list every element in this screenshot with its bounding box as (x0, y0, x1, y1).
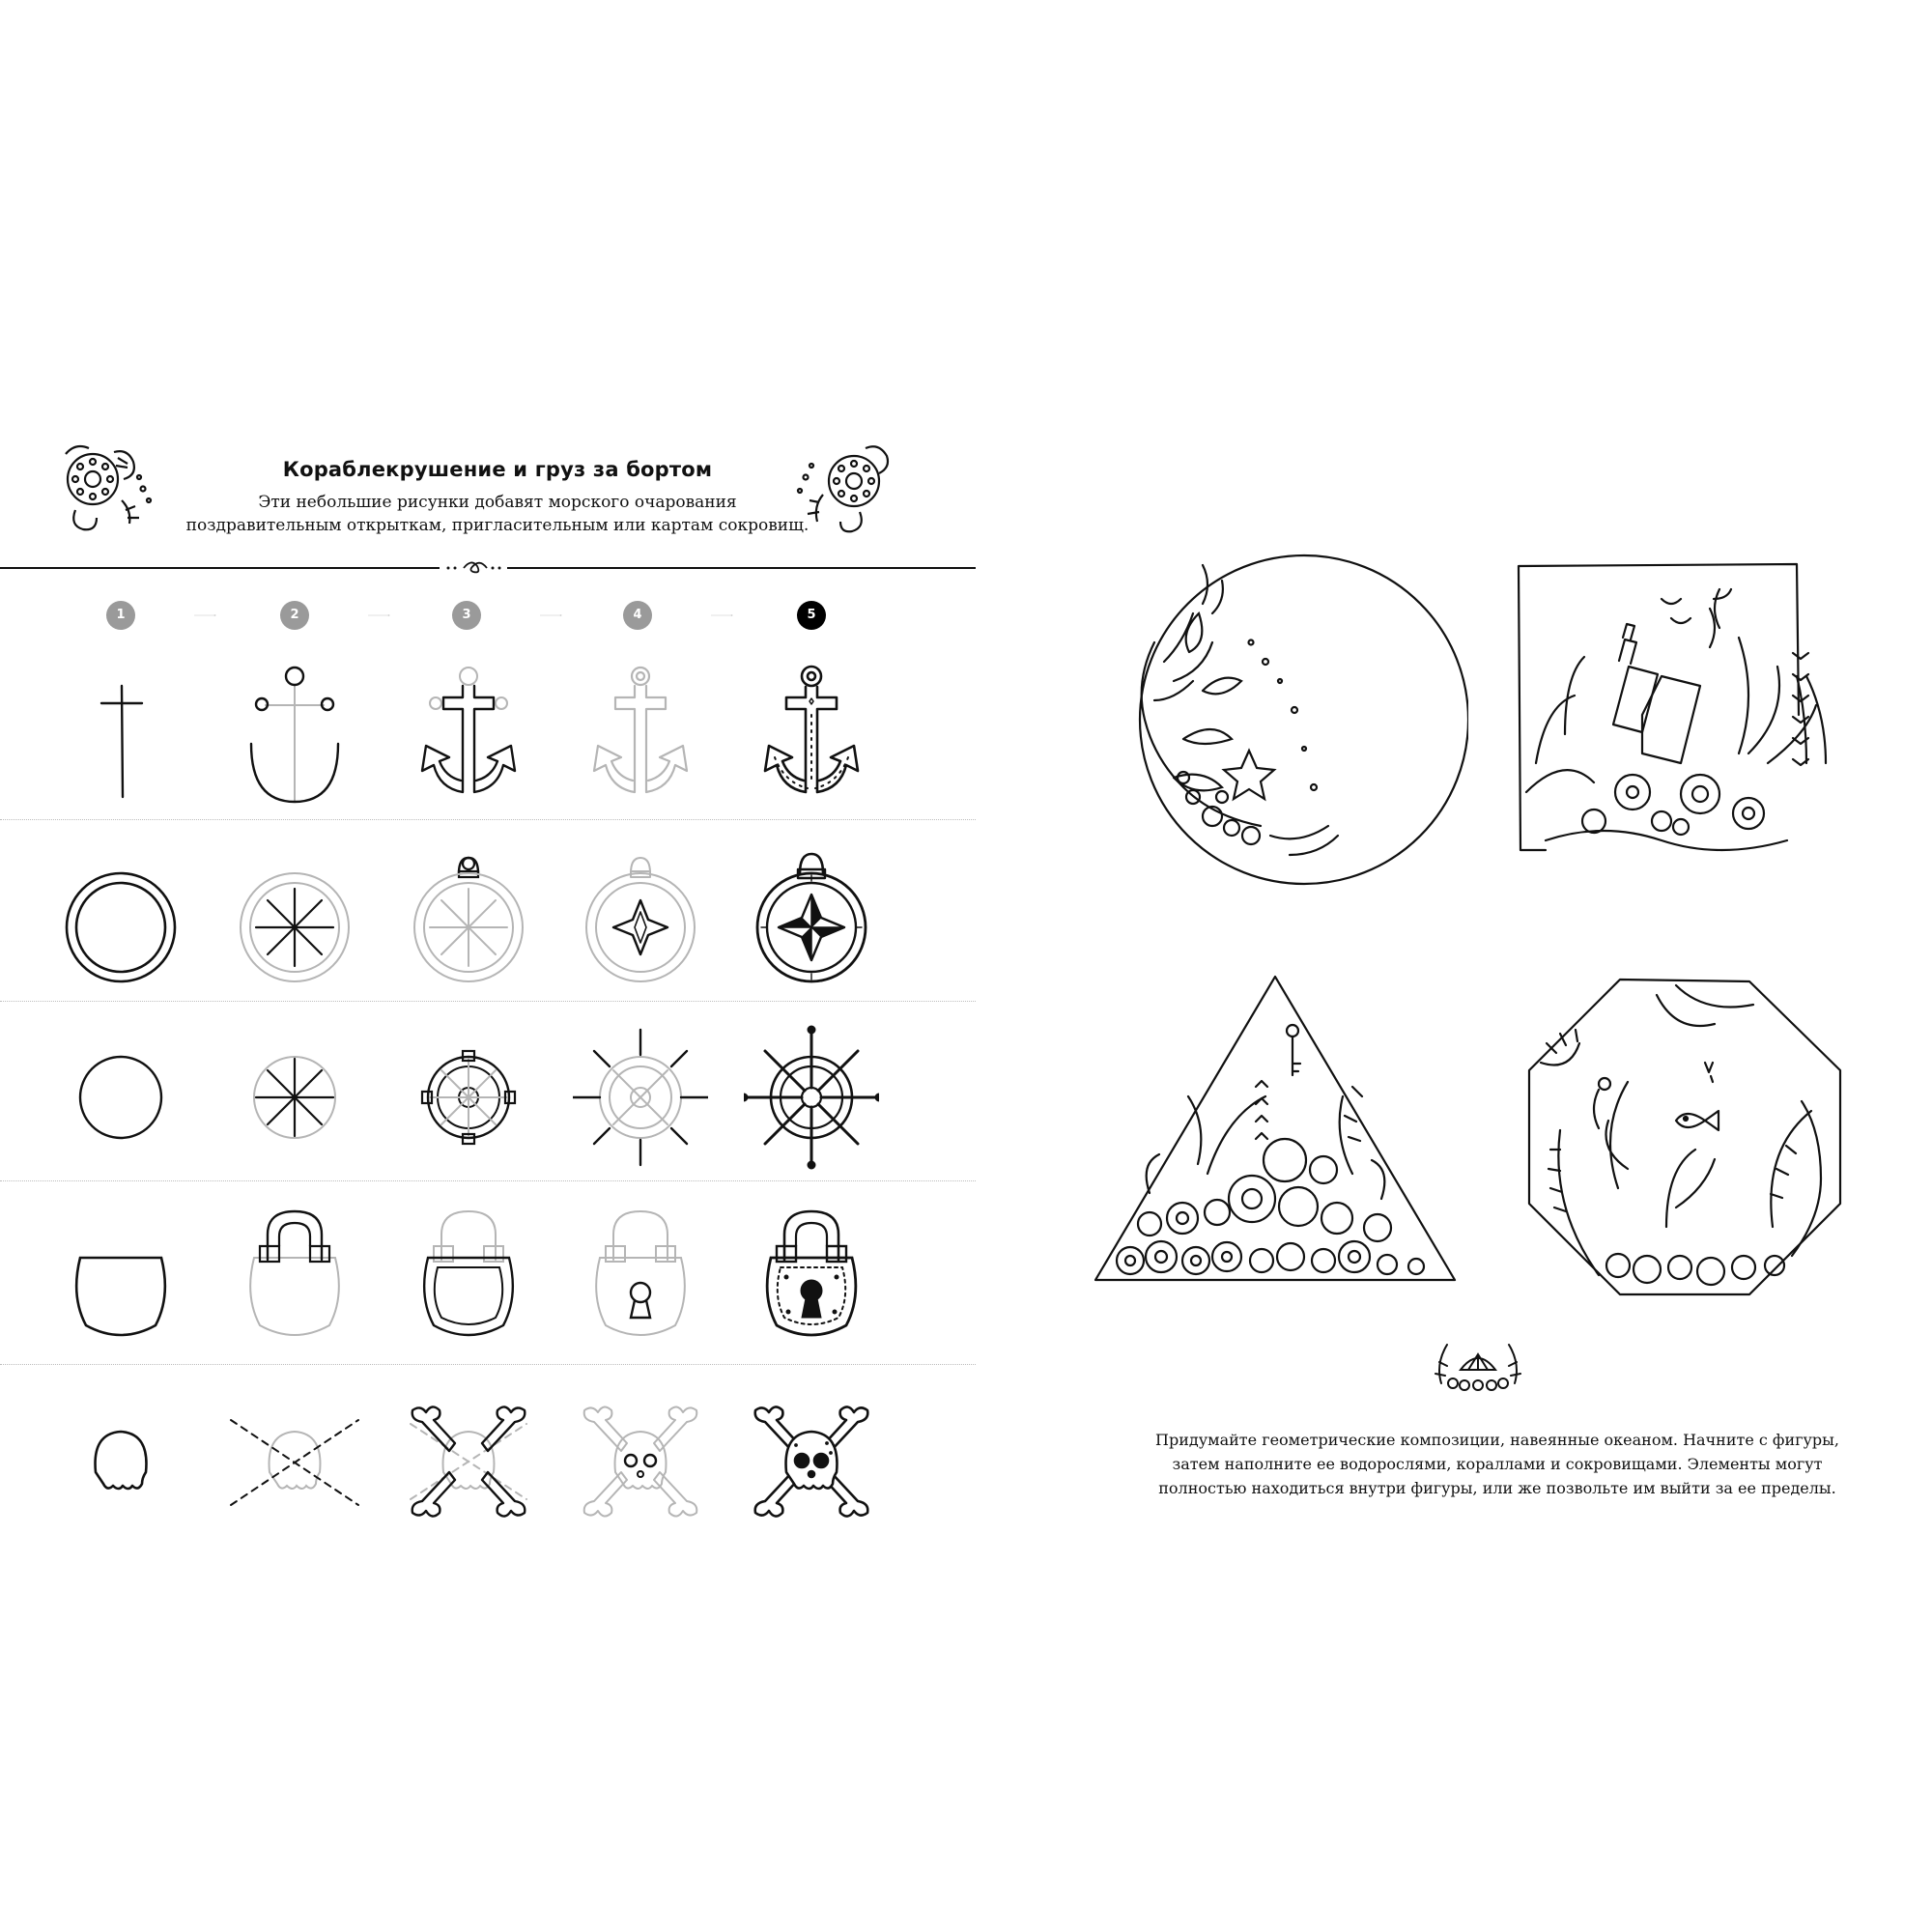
padlock-step-5 (744, 1200, 879, 1354)
row-divider (0, 1180, 976, 1181)
row-divider (0, 819, 976, 820)
step-badge: 2 (280, 601, 309, 630)
ship-wheel-step-5 (744, 1016, 879, 1171)
anchor-step-1 (53, 657, 188, 811)
anchor-step-5 (744, 657, 879, 811)
row-divider (0, 1001, 976, 1002)
skull-step-1 (53, 1383, 188, 1538)
seaweed-shell-ornament-icon (1432, 1331, 1524, 1393)
anchor-step-2 (227, 657, 362, 811)
square-ocean-composition (1507, 560, 1835, 869)
skull-step-2 (227, 1383, 362, 1538)
arrow-right-icon (150, 614, 261, 616)
anchor-step-3 (401, 657, 536, 811)
skull-step-5 (744, 1383, 879, 1538)
row-divider (0, 1364, 976, 1365)
step-indicator (0, 601, 976, 636)
composition-caption (1121, 1428, 1874, 1500)
step-badge: 3 (452, 601, 481, 630)
ship-wheel-step-3 (401, 1016, 536, 1171)
step-badge: 4 (623, 601, 652, 630)
intro-text (126, 491, 869, 537)
right-page (976, 0, 1932, 1932)
compass-step-4 (573, 838, 708, 993)
ship-wheel-step-2 (227, 1016, 362, 1171)
compass-step-2 (227, 838, 362, 993)
skull-step-3 (401, 1383, 536, 1538)
caption-line: затем наполните ее водорослями, кораллами и сокровищами. Элементы могут (1172, 1455, 1823, 1473)
octagon-ocean-composition (1521, 976, 1850, 1304)
padlock-step-2 (227, 1200, 362, 1354)
arrow-right-icon (496, 614, 607, 616)
page-title: Кораблекрушение и груз за бортом (282, 458, 713, 481)
caption-line: полностью находиться внутри фигуры, или же позвольте им выйти за ее пределы. (1158, 1479, 1836, 1497)
compass-step-1 (53, 838, 188, 993)
compass-step-3 (401, 838, 536, 993)
triangle-ocean-composition (1092, 971, 1463, 1290)
ship-wheel-step-4 (573, 1016, 708, 1171)
arrow-right-icon (667, 614, 778, 616)
anchor-step-4 (573, 657, 708, 811)
intro-line: поздравительным открыткам, пригласительным или картам сокровищ. (185, 516, 810, 535)
header-divider (0, 558, 976, 578)
arrow-right-icon (324, 614, 435, 616)
compass-step-5 (744, 838, 879, 993)
padlock-step-1 (53, 1200, 188, 1354)
padlock-step-4 (573, 1200, 708, 1354)
padlock-step-3 (401, 1200, 536, 1354)
step-badge: 1 (106, 601, 135, 630)
skull-step-4 (573, 1383, 708, 1538)
circle-ocean-composition (1096, 546, 1468, 889)
ship-wheel-step-1 (53, 1016, 188, 1171)
caption-line: Придумайте геометрические композиции, навеянные океаном. Начните с фигуры, (1155, 1431, 1839, 1449)
intro-line: Эти небольшие рисунки добавят морского очарования (258, 493, 737, 512)
step-badge-active: 5 (797, 601, 826, 630)
